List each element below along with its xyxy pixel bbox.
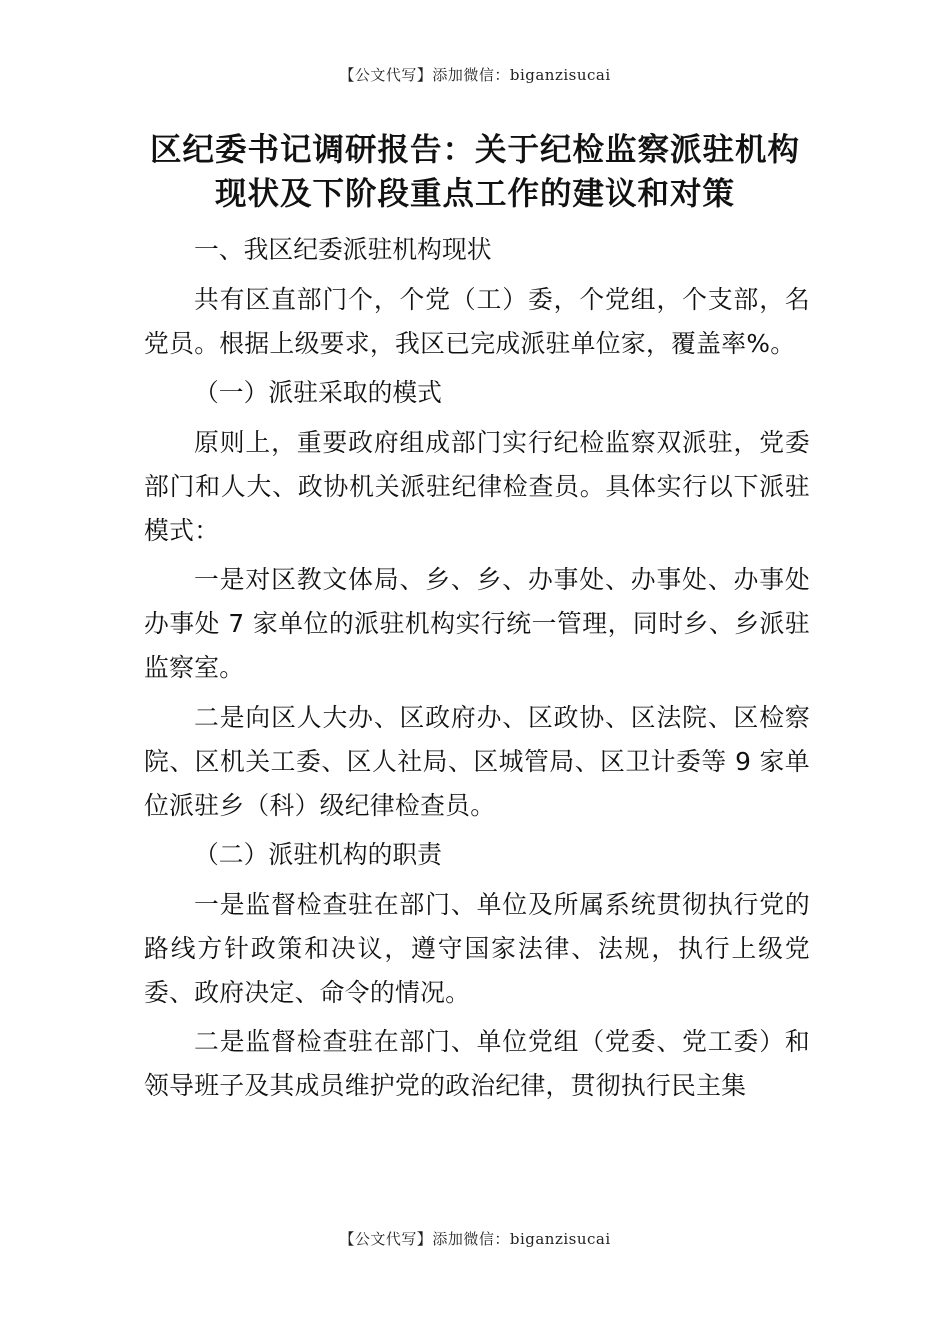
paragraph-1: 共有区直部门个，个党（工）委，个党组，个支部，名党员。根据上级要求，我区已完成派驻单位家，覆盖率%。 xyxy=(144,284,810,358)
subsection-heading-2: （二）派驻机构的职责 xyxy=(194,840,442,869)
document-title: 区纪委书记调研报告：关于纪检监察派驻机构现状及下阶段重点工作的建议和对策 xyxy=(149,132,800,212)
subsection-heading-1: （一）派驻采取的模式 xyxy=(194,378,442,407)
paragraph-6: 二是监督检查驻在部门、单位党组（党委、党工委）和领导班子及其成员维护党的政治纪律，贯彻执行民主集 xyxy=(144,1027,810,1100)
paragraph-4: 二是向区人大办、区政府办、区政协、区法院、区检察院、区机关工委、区人社局、区城管局、区卫计委等 9 家单位派驻乡（科）级纪律检查员。 xyxy=(144,702,810,820)
section-heading-1: 一、我区纪委派驻机构现状 xyxy=(194,235,492,264)
paragraph-5: 一是监督检查驻在部门、单位及所属系统贯彻执行党的路线方针政策和决议，遵守国家法律、法规，执行上级党委、政府决定、命令的情况。 xyxy=(144,889,810,1007)
document-body xyxy=(144,228,810,1114)
page-header: 【公文代写】添加微信：biganzisucai xyxy=(339,66,611,84)
paragraph-2: 原则上，重要政府组成部门实行纪检监察双派驻，党委部门和人大、政协机关派驻纪律检查员。具体实行以下派驻模式： xyxy=(144,427,810,545)
page-footer: 【公文代写】添加微信：biganzisucai xyxy=(339,1230,611,1248)
paragraph-3: 一是对区教文体局、乡、乡、办事处、办事处、办事处办事处 7 家单位的派驻机构实行统一管理，同时乡、乡派驻监察室。 xyxy=(144,565,810,682)
